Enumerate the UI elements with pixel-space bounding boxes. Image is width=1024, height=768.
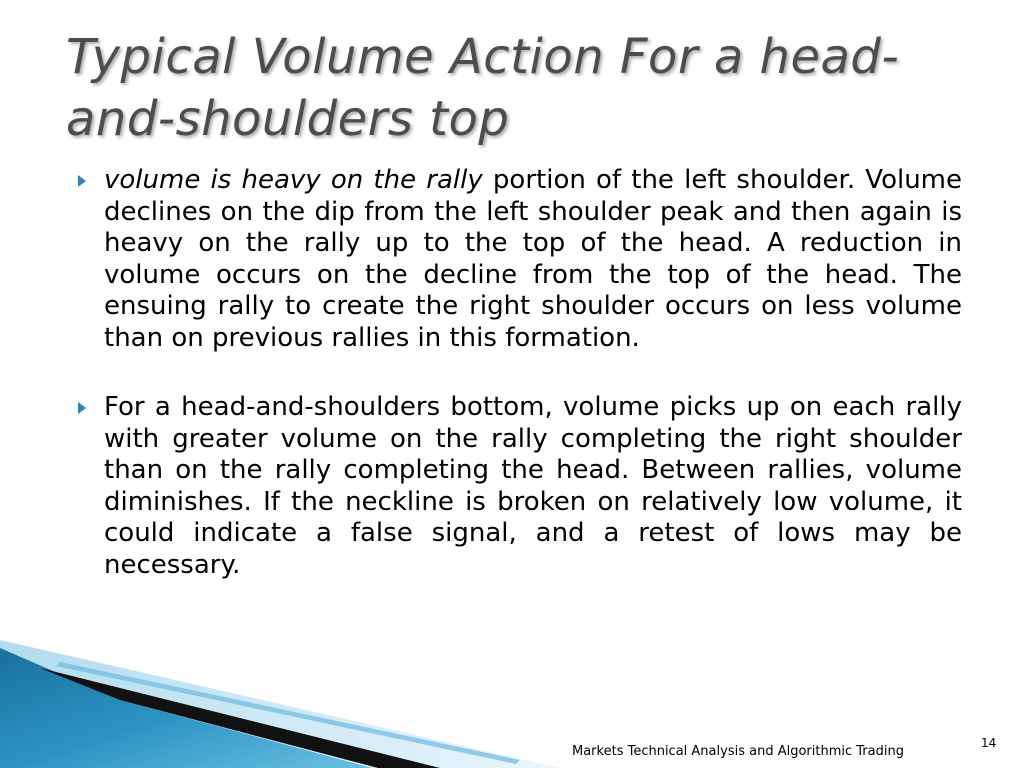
triangle-bullet-icon bbox=[78, 175, 86, 187]
bullet-item-volume-top bbox=[70, 165, 962, 354]
decor-thin-line bbox=[56, 662, 520, 764]
bullet-body: For a head-and-shoulders bottom, volume picks up on each rally with greater volume on the rally completing the right shoulder than on the rally completing the head. Between rallies, volume diminishes. If the neckline is broken on relatively low volume, it could indicate a false signal, and a retest of lows may be necessary. bbox=[104, 392, 962, 580]
decor-dark-swoosh bbox=[40, 668, 440, 768]
bullet-body: portion of the left shoulder. Volume declines on the dip from the left shoulder peak and then again is heavy on the rally up to the top of the head. A reduction in volume occurs on the decline from the top of the head. The ensuing rally to create the right shoulder occurs on less volume than on previous rallies in this formation. bbox=[104, 165, 963, 353]
bullet-list bbox=[70, 165, 962, 619]
decor-light-band bbox=[0, 640, 560, 768]
decor-blue-swoosh bbox=[0, 648, 372, 768]
bullet-text bbox=[104, 392, 962, 581]
bullet-lead-phrase: volume is heavy on the rally bbox=[104, 165, 483, 195]
bullet-text bbox=[104, 165, 962, 354]
page-number: 14 bbox=[981, 736, 997, 750]
triangle-bullet-icon bbox=[78, 402, 86, 414]
bullet-item-volume-bottom bbox=[70, 392, 962, 581]
slide-footer: Markets Technical Analysis and Algorithmic Trading bbox=[572, 744, 904, 759]
slide-title: Typical Volume Action For a head-and-shoulders top bbox=[66, 29, 900, 147]
